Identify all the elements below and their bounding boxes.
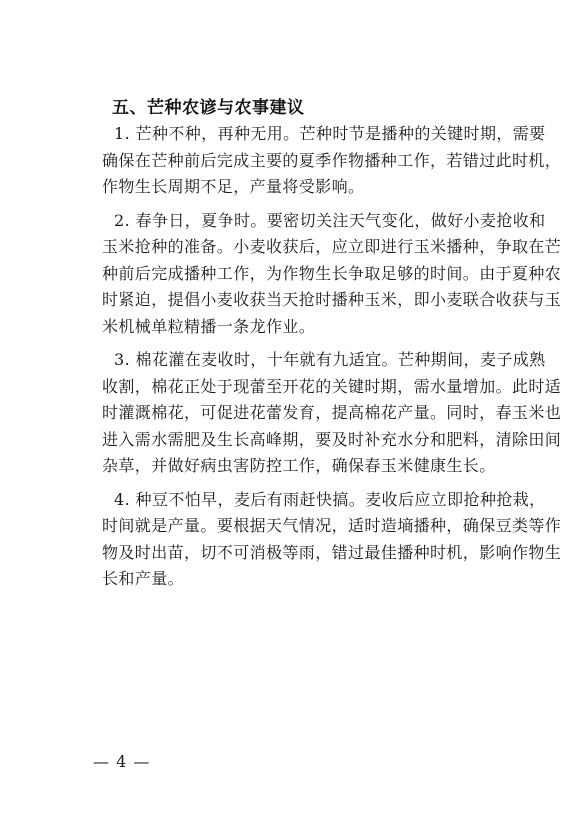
paragraph-line: 进入需水需肥及生长高峰期，要及时补充水分和肥料，清除田间: [102, 429, 562, 449]
paragraph-line: 杂草，并做好病虫害防控工作，确保春玉米健康生长。: [102, 456, 496, 475]
paragraph-line: 米机械单粒精播一条龙作业。: [102, 316, 316, 336]
paragraph-line: 3. 棉花灌在麦收时，十年就有九适宜。芒种期间，麦子成熟: [114, 350, 546, 369]
paragraph-line: 2. 春争日，夏争时。要密切关注天气变化，做好小麦抢收和: [114, 210, 546, 230]
paragraph-line: 1. 芒种不种，再种无用。芒种时节是播种的关键时期，需要: [114, 124, 546, 143]
paragraph-line: 种前后完成播种工作，为作物生长争取足够的时间。由于夏种农: [102, 263, 562, 283]
paragraph-line: 时间就是产量。要根据天气情况，适时造墒播种，确保豆类等作: [102, 516, 562, 535]
paragraph-line: 确保在芒种前后完成主要的夏季作物播种工作，若错过此时机，: [102, 150, 562, 170]
paragraph-line: 物及时出苗，切不可消极等雨，错过最佳播种时机，影响作物生: [102, 542, 562, 562]
paragraph-line: 玉米抢种的准备。小麦收获后，应立即进行玉米播种，争取在芒: [102, 237, 562, 256]
paragraph-2: [102, 208, 562, 341]
paragraph-line: 收割，棉花正处于现蕾至开花的关键时期，需水量增加。此时适: [102, 376, 562, 396]
paragraph-1: [102, 121, 562, 201]
section-heading: 五、芒种农谚与农事建议: [112, 98, 305, 118]
paragraph-line: 长和产量。: [102, 569, 185, 588]
paragraph-line: 时灌溉棉花，可促进花蕾发育，提高棉花产量。同时，春玉米也: [102, 403, 562, 422]
paragraph-line: 时紧迫，提倡小麦收获当天抢时播种玉米，即小麦联合收获与玉: [102, 290, 562, 309]
page-number: — 4 —: [93, 752, 151, 771]
document-body: [102, 95, 562, 600]
paragraph-line: 作物生长周期不足，产量将受影响。: [102, 177, 365, 196]
paragraph-line: 4. 种豆不怕早，麦后有雨赶快搞。麦收后应立即抢种抢栽，: [114, 489, 546, 509]
paragraph-3: [102, 347, 562, 480]
paragraph-4: [102, 487, 562, 593]
